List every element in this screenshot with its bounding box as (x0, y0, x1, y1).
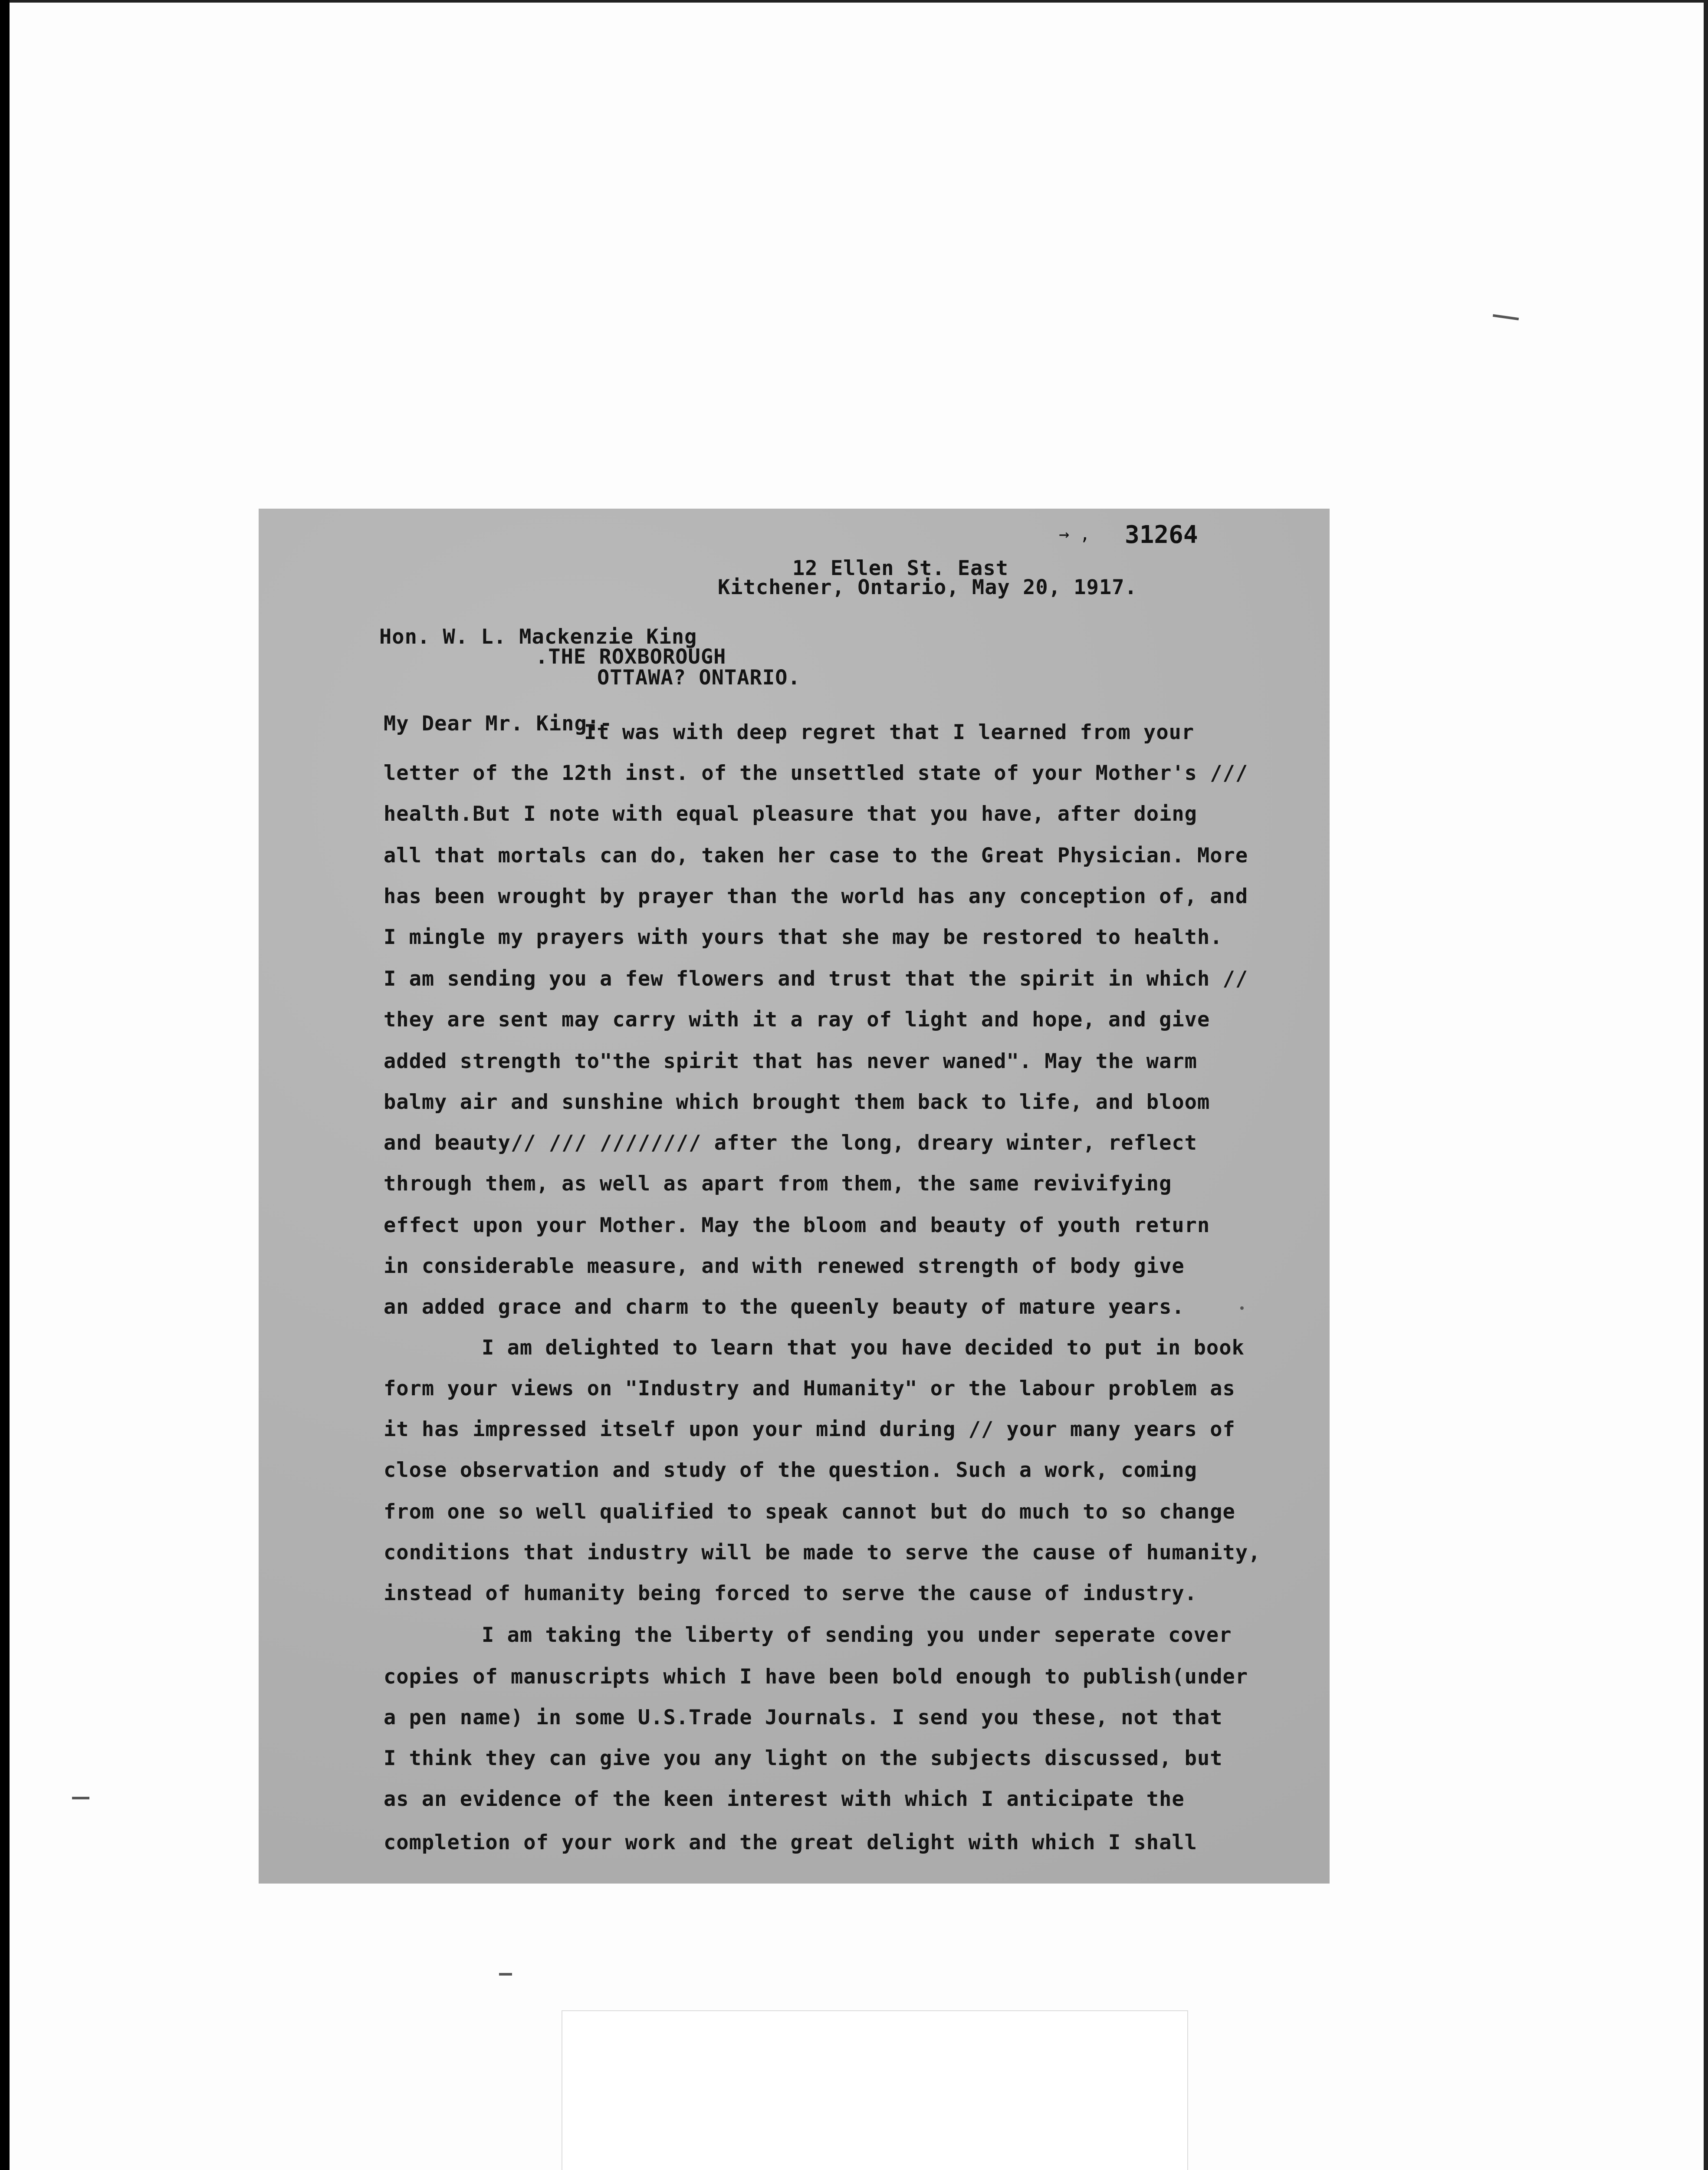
frame-top-border (0, 0, 1708, 3)
body-line: conditions that industry will be made to serve the cause of humanity, (384, 1541, 1261, 1565)
body-line: copies of manuscripts which I have been bold enough to publish(under (384, 1665, 1248, 1689)
recipient-line1: Hon. W. L. Mackenzie King (379, 625, 697, 649)
body-line: I am sending you a few flowers and trust that the spirit in which // (384, 967, 1248, 991)
dust-speck (499, 1973, 512, 1976)
salutation: My Dear Mr. King:- (384, 712, 613, 736)
body-line: letter of the 12th inst. of the unsettled state of your Mother's /// (384, 761, 1248, 785)
body-line: and beauty// /// //////// after the long, dreary winter, reflect (384, 1131, 1197, 1155)
body-line: balmy air and sunshine which brought them back to life, and bloom (384, 1090, 1210, 1114)
body-line: in considerable measure, and with renewed strength of body give (384, 1254, 1185, 1278)
frame-right-border (1704, 0, 1708, 2170)
document-mark: → , (1059, 524, 1090, 544)
body-line: it has impressed itself upon your mind during // your many years of (384, 1417, 1235, 1441)
body-line: through them, as well as apart from them, the same revivifying (384, 1172, 1172, 1196)
body-line: from one so well qualified to speak cannot but do much to so change (384, 1500, 1235, 1524)
body-line: added strength to"the spirit that has never waned". May the warm (384, 1049, 1197, 1073)
body-line: I mingle my prayers with yours that she may be restored to health. (384, 925, 1223, 949)
body-line: effect upon your Mother. May the bloom and beauty of youth return (384, 1213, 1210, 1237)
body-line: form your views on "Industry and Humanity" or the labour problem as (384, 1377, 1235, 1401)
archive-label-card (562, 2010, 1188, 2170)
body-line: I think they can give you any light on the subjects discussed, but (384, 1746, 1223, 1770)
body-line: has been wrought by prayer than the world has any conception of, and (384, 884, 1248, 908)
body-line: close observation and study of the question. Such a work, coming (384, 1458, 1197, 1482)
body-line: they are sent may carry with it a ray of light and hope, and give (384, 1008, 1210, 1032)
body-line: as an evidence of the keen interest with which I anticipate the (384, 1787, 1185, 1811)
dust-speck (72, 1797, 89, 1799)
recipient-line3: OTTAWA? ONTARIO. (597, 666, 801, 690)
body-line: completion of your work and the great delight with which I shall (384, 1831, 1197, 1854)
body-line: It was with deep regret that I learned from your (584, 720, 1195, 744)
sender-address-line1: 12 Ellen St. East (792, 556, 1009, 580)
body-line: I am delighted to learn that you have decided to put in book (482, 1336, 1245, 1360)
document-number: 31264 (1125, 521, 1198, 549)
sender-address-line2: Kitchener, Ontario, May 20, 1917. (718, 575, 1137, 599)
body-line: instead of humanity being forced to serve the cause of industry. (384, 1581, 1197, 1605)
dust-speck (1240, 1306, 1244, 1310)
frame-left-border (0, 0, 10, 2170)
body-line: all that mortals can do, taken her case to the Great Physician. More (384, 844, 1248, 868)
body-line: I am taking the liberty of sending you under seperate cover (482, 1623, 1232, 1647)
body-line: a pen name) in some U.S.Trade Journals. I send you these, not that (384, 1706, 1223, 1729)
recipient-line2: .THE ROXBOROUGH (535, 645, 726, 669)
body-line: an added grace and charm to the queenly beauty of mature years. (384, 1295, 1185, 1319)
body-line: health.But I note with equal pleasure that you have, after doing (384, 802, 1197, 826)
